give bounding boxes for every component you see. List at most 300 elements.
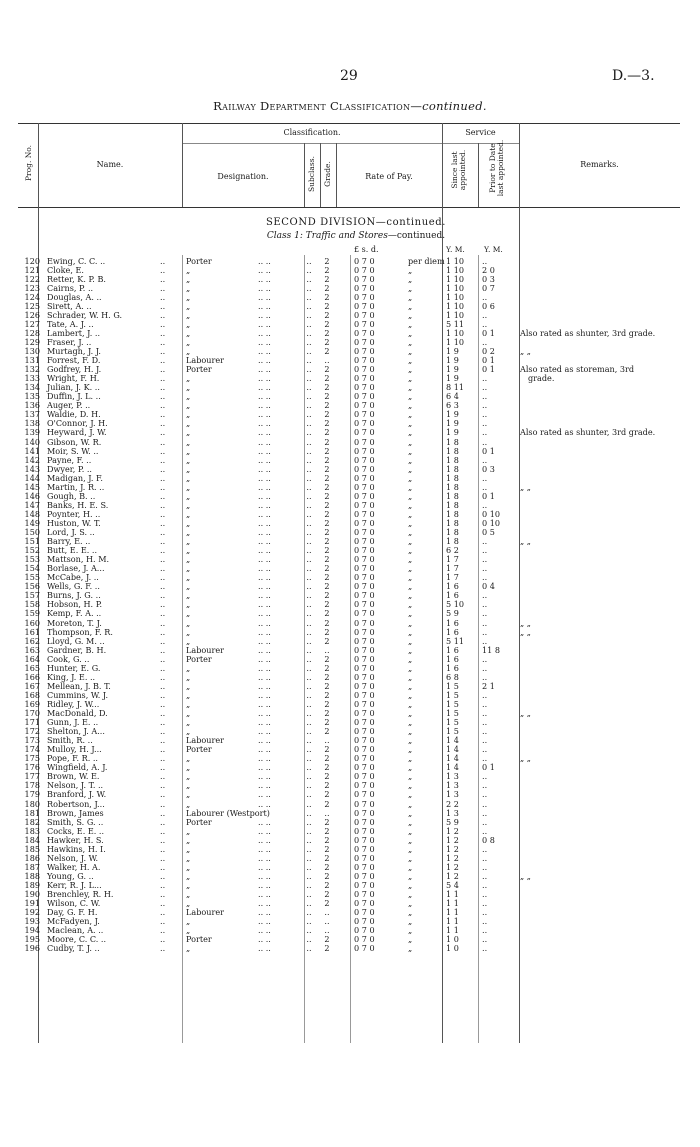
- prog-no-cell: 154: [24, 563, 40, 574]
- leader-dots: ..: [160, 273, 166, 284]
- prior-to-date-cell: 0 10: [482, 517, 501, 528]
- prog-no-cell: 144: [24, 472, 40, 483]
- rate-of-pay-cell: 0 7 0: [354, 807, 375, 818]
- rate-of-pay-cell: 0 7 0: [354, 273, 375, 284]
- name-cell: Poynter, H. ..: [47, 508, 101, 519]
- rate-unit-cell: „: [408, 563, 413, 574]
- subclass-cell: ..: [306, 418, 312, 429]
- leader-dots: .. ..: [258, 789, 271, 800]
- leader-dots: .. ..: [258, 445, 271, 456]
- name-cell: Barry, E. ..: [47, 536, 91, 547]
- subclass-cell: ..: [306, 644, 312, 655]
- prior-to-date-cell: ..: [482, 318, 488, 329]
- rate-of-pay-cell: 0 7 0: [354, 816, 375, 827]
- prior-to-date-cell: ..: [482, 572, 488, 583]
- grade-cell: 2: [324, 563, 330, 574]
- prior-to-date-cell: ..: [482, 454, 488, 465]
- subclass-cell: ..: [306, 689, 312, 700]
- designation-cell: „: [186, 327, 191, 338]
- leader-dots: .. ..: [258, 717, 271, 728]
- table-row: [0, 582, 700, 591]
- leader-dots: ..: [160, 599, 166, 610]
- grade-cell: 2: [324, 545, 330, 556]
- name-cell: Sirett, A. ..: [47, 300, 92, 311]
- name-cell: Hunter, E. G.: [47, 662, 101, 673]
- subclass-cell: ..: [306, 943, 312, 954]
- rate-of-pay-cell: 0 7 0: [354, 635, 375, 646]
- rate-of-pay-cell: 0 7 0: [354, 698, 375, 709]
- leader-dots: ..: [160, 798, 166, 809]
- since-last-cell: 1 7: [446, 554, 459, 565]
- leader-dots: ..: [160, 608, 166, 619]
- subclass-cell: ..: [306, 282, 312, 293]
- prog-no-cell: 180: [24, 798, 40, 809]
- leader-dots: .. ..: [258, 318, 271, 329]
- grade-cell: 2: [324, 708, 330, 718]
- designation-cell: „: [186, 599, 191, 610]
- rate-of-pay-cell: 0 7 0: [354, 608, 375, 619]
- leader-dots: ..: [160, 572, 166, 583]
- rate-of-pay-cell: 0 7 0: [354, 789, 375, 800]
- name-cell: Cook, G. ..: [47, 653, 90, 664]
- rate-of-pay-cell: 0 7 0: [354, 870, 375, 881]
- designation-cell: „: [186, 925, 191, 936]
- prog-no-cell: 152: [24, 545, 40, 556]
- table-row: [0, 383, 700, 392]
- leader-dots: .. ..: [258, 336, 271, 347]
- rate-of-pay-cell: 0 7 0: [354, 373, 375, 384]
- designation-cell: „: [186, 418, 191, 429]
- since-last-cell: 1 5: [446, 689, 459, 700]
- since-last-cell: 1 0: [446, 943, 459, 954]
- grade-cell: 2: [324, 508, 330, 519]
- grade-cell: 2: [324, 382, 330, 393]
- subclass-cell: ..: [306, 364, 312, 375]
- leader-dots: .. ..: [258, 689, 271, 700]
- rate-of-pay-cell: 0 7 0: [354, 898, 375, 909]
- prior-units: Y. M.: [484, 245, 503, 254]
- grade-cell: 2: [324, 834, 330, 845]
- leader-dots: .. ..: [258, 879, 271, 890]
- leader-dots: ..: [160, 264, 166, 275]
- name-cell: Cocks, E. E. ..: [47, 825, 105, 836]
- leader-dots: .. ..: [258, 816, 271, 827]
- name-cell: Retter, K. P. B.: [47, 273, 106, 284]
- leader-dots: .. ..: [258, 536, 271, 547]
- designation-cell: „: [186, 300, 191, 311]
- grade-cell: 2: [324, 662, 330, 673]
- prior-to-date-cell: ..: [482, 698, 488, 709]
- rate-of-pay-cell: 0 7 0: [354, 771, 375, 782]
- designation-cell: „: [186, 472, 191, 483]
- prog-no-cell: 155: [24, 572, 40, 583]
- grade-cell: 2: [324, 527, 330, 537]
- name-cell: Ridley, J. W...: [47, 698, 100, 709]
- designation-cell: „: [186, 879, 191, 890]
- leader-dots: .. ..: [258, 698, 271, 709]
- prog-no-cell: 181: [24, 807, 40, 818]
- leader-dots: ..: [160, 517, 166, 528]
- name-cell: Borlase, J. A...: [47, 563, 105, 574]
- prog-no-cell: 156: [24, 581, 40, 592]
- rate-unit-cell: „: [408, 744, 413, 755]
- leader-dots: .. ..: [258, 282, 271, 293]
- leader-dots: ..: [160, 327, 166, 338]
- rate-of-pay-cell: 0 7 0: [354, 364, 375, 375]
- header-subclass: Subclass.: [307, 156, 316, 192]
- rate-of-pay-cell: 0 7 0: [354, 309, 375, 320]
- since-last-cell: 1 8: [446, 445, 459, 456]
- prog-no-cell: 138: [24, 418, 40, 429]
- prior-to-date-cell: 0 8: [482, 834, 495, 845]
- subclass-cell: ..: [306, 771, 312, 782]
- grade-cell: 2: [324, 463, 330, 474]
- subclass-cell: ..: [306, 427, 312, 438]
- rate-of-pay-cell: 0 7 0: [354, 391, 375, 402]
- rate-unit-cell: „: [408, 780, 413, 791]
- rate-unit-cell: „: [408, 346, 413, 356]
- subclass-cell: ..: [306, 816, 312, 827]
- since-last-cell: 1 10: [446, 291, 465, 302]
- table-row: [0, 718, 700, 727]
- prog-no-cell: 176: [24, 762, 40, 773]
- subclass-cell: ..: [306, 264, 312, 275]
- since-last-cell: 1 10: [446, 273, 465, 284]
- grade-cell: 2: [324, 581, 330, 592]
- prior-to-date-cell: ..: [482, 879, 488, 890]
- prior-to-date-cell: ..: [482, 255, 488, 266]
- grade-cell: 2: [324, 327, 330, 338]
- leader-dots: ..: [160, 762, 166, 773]
- since-last-cell: 1 9: [446, 373, 459, 384]
- class-prefix: Class 1:: [266, 231, 306, 241]
- leader-dots: .. ..: [258, 454, 271, 465]
- subclass-cell: ..: [306, 780, 312, 791]
- subclass-cell: ..: [306, 626, 312, 637]
- designation-cell: „: [186, 852, 191, 863]
- table-row: [0, 863, 700, 872]
- leader-dots: ..: [160, 418, 166, 429]
- name-cell: Moir, S. W. ..: [47, 445, 99, 456]
- prog-no-cell: 123: [24, 282, 40, 293]
- leader-dots: ..: [160, 870, 166, 881]
- rate-unit-cell: „: [408, 825, 413, 836]
- table-row: [0, 917, 700, 926]
- leader-dots: ..: [160, 554, 166, 565]
- prog-no-cell: 186: [24, 852, 40, 863]
- designation-cell: „: [186, 889, 191, 899]
- subclass-cell: ..: [306, 300, 312, 311]
- designation-cell: „: [186, 517, 191, 528]
- prog-no-cell: 148: [24, 508, 40, 519]
- subclass-cell: ..: [306, 834, 312, 845]
- rate-of-pay-cell: 0 7 0: [354, 680, 375, 691]
- prog-no-cell: 133: [24, 373, 40, 384]
- leader-dots: .. ..: [258, 572, 271, 583]
- since-last-cell: 1 3: [446, 780, 459, 791]
- rate-of-pay-cell: 0 7 0: [354, 463, 375, 474]
- prior-to-date-cell: 0 6: [482, 300, 495, 311]
- grade-cell: 2: [324, 409, 330, 420]
- designation-cell: „: [186, 898, 191, 909]
- table-row: [0, 800, 700, 809]
- rate-unit-cell: „: [408, 454, 413, 465]
- leader-dots: .. ..: [258, 934, 271, 945]
- name-cell: Brown, W. E.: [47, 771, 100, 782]
- since-last-cell: 5 11: [446, 318, 465, 329]
- leader-dots: .. ..: [258, 255, 271, 266]
- leader-dots: ..: [160, 889, 166, 899]
- rate-of-pay-cell: 0 7 0: [354, 925, 375, 936]
- rate-unit-cell: „: [408, 427, 413, 438]
- name-cell: Waldie, D. H.: [47, 409, 101, 420]
- subclass-cell: ..: [306, 445, 312, 456]
- name-cell: Schrader, W. H. G.: [47, 309, 123, 320]
- subclass-cell: ..: [306, 336, 312, 347]
- rate-unit-cell: „: [408, 327, 413, 338]
- leader-dots: ..: [160, 382, 166, 393]
- grade-cell: 2: [324, 427, 330, 438]
- prog-no-cell: 125: [24, 300, 40, 311]
- leader-dots: ..: [160, 753, 166, 764]
- grade-cell: 2: [324, 626, 330, 637]
- table-row: [0, 646, 700, 655]
- subclass-cell: ..: [306, 925, 312, 936]
- prog-no-cell: 122: [24, 273, 40, 284]
- rate-unit-cell: „: [408, 717, 413, 728]
- designation-cell: Labourer: [186, 355, 224, 366]
- leader-dots: .. ..: [258, 273, 271, 284]
- grade-cell: ..: [324, 644, 330, 655]
- leader-dots: ..: [160, 300, 166, 311]
- designation-cell: „: [186, 490, 191, 501]
- prior-to-date-cell: ..: [482, 753, 488, 764]
- prog-no-cell: 165: [24, 662, 40, 673]
- prog-no-cell: 146: [24, 490, 40, 501]
- name-cell: Wingfield, A. J.: [47, 762, 108, 773]
- name-cell: Cudby, T. J. ..: [47, 943, 100, 954]
- rate-of-pay-cell: 0 7 0: [354, 861, 375, 872]
- grade-cell: 2: [324, 744, 330, 755]
- rate-unit-cell: „: [408, 545, 413, 556]
- designation-cell: „: [186, 373, 191, 384]
- table-row: [0, 564, 700, 573]
- leader-dots: ..: [160, 843, 166, 854]
- subclass-cell: ..: [306, 436, 312, 447]
- prog-no-cell: 188: [24, 870, 40, 881]
- prog-no-cell: 178: [24, 780, 40, 791]
- header-rate-of-pay: Rate of Pay.: [365, 172, 413, 181]
- designation-cell: Labourer: [186, 907, 224, 918]
- designation-cell: „: [186, 436, 191, 447]
- prog-no-cell: 177: [24, 771, 40, 782]
- prior-to-date-cell: ..: [482, 717, 488, 728]
- leader-dots: ..: [160, 825, 166, 836]
- prog-no-cell: 162: [24, 635, 40, 646]
- leader-dots: .. ..: [258, 907, 271, 918]
- rate-of-pay-cell: 0 7 0: [354, 355, 375, 366]
- name-cell: Young, G. ..: [47, 870, 94, 881]
- name-cell: Brown, James: [47, 807, 104, 818]
- prog-no-cell: 167: [24, 680, 40, 691]
- table-row: [0, 392, 700, 401]
- prior-to-date-cell: ..: [482, 825, 488, 836]
- leader-dots: ..: [160, 527, 166, 537]
- leader-dots: ..: [160, 626, 166, 637]
- prog-no-cell: 183: [24, 825, 40, 836]
- subclass-cell: ..: [306, 635, 312, 646]
- name-cell: Tate, A. J. ..: [47, 318, 94, 329]
- rate-unit-cell: „: [408, 608, 413, 619]
- grade-cell: 2: [324, 499, 330, 510]
- grade-cell: 2: [324, 436, 330, 447]
- subclass-cell: ..: [306, 934, 312, 945]
- grade-cell: 2: [324, 608, 330, 619]
- leader-dots: ..: [160, 698, 166, 709]
- leader-dots: .. ..: [258, 346, 271, 356]
- subclass-cell: ..: [306, 554, 312, 565]
- designation-cell: „: [186, 671, 191, 682]
- rate-of-pay-cell: 0 7 0: [354, 590, 375, 601]
- header-designation: Designation.: [217, 172, 269, 181]
- rate-of-pay-cell: 0 7 0: [354, 889, 375, 899]
- prior-to-date-cell: 0 10: [482, 508, 501, 519]
- name-cell: Fraser, J. ..: [47, 336, 92, 347]
- since-last-cell: 1 3: [446, 807, 459, 818]
- grade-cell: 2: [324, 418, 330, 429]
- leader-dots: ..: [160, 336, 166, 347]
- since-last-cell: 1 8: [446, 490, 459, 501]
- prior-to-date-cell: ..: [482, 545, 488, 556]
- subclass-cell: ..: [306, 671, 312, 682]
- prior-to-date-cell: ..: [482, 653, 488, 664]
- prog-no-cell: 196: [24, 943, 40, 954]
- leader-dots: ..: [160, 816, 166, 827]
- col-rule: [320, 143, 321, 207]
- grade-cell: 2: [324, 861, 330, 872]
- since-last-cell: 1 5: [446, 726, 459, 737]
- table-row: [0, 311, 700, 320]
- prior-to-date-cell: ..: [482, 409, 488, 420]
- subclass-cell: ..: [306, 409, 312, 420]
- prog-no-cell: 127: [24, 318, 40, 329]
- since-last-cell: 5 10: [446, 599, 465, 610]
- designation-cell: „: [186, 698, 191, 709]
- remarks-cell: „ „: [520, 617, 531, 628]
- designation-cell: „: [186, 382, 191, 393]
- since-last-cell: 5 11: [446, 635, 465, 646]
- since-last-cell: 1 10: [446, 255, 465, 266]
- name-cell: Moreton, T. J.: [47, 617, 102, 628]
- grade-cell: 2: [324, 617, 330, 628]
- designation-cell: „: [186, 400, 191, 411]
- leader-dots: ..: [160, 680, 166, 691]
- grade-cell: 2: [324, 798, 330, 809]
- leader-dots: .. ..: [258, 825, 271, 836]
- name-cell: Mulloy, H. J...: [47, 744, 102, 755]
- since-last-cell: 1 2: [446, 825, 459, 836]
- subclass-cell: ..: [306, 472, 312, 483]
- table-row: [0, 655, 700, 664]
- name-cell: Gunn, J. E. ..: [47, 717, 99, 728]
- rate-of-pay-cell: 0 7 0: [354, 653, 375, 664]
- prog-no-cell: 190: [24, 889, 40, 899]
- prior-to-date-cell: ..: [482, 373, 488, 384]
- rate-unit-cell: „: [408, 273, 413, 284]
- rate-of-pay-cell: 0 7 0: [354, 717, 375, 728]
- grade-cell: 2: [324, 291, 330, 302]
- designation-cell: „: [186, 318, 191, 329]
- designation-cell: „: [186, 635, 191, 646]
- since-last-cell: 1 7: [446, 572, 459, 583]
- name-cell: Hawkins, H. I.: [47, 843, 106, 854]
- name-cell: King, J. E. ..: [47, 671, 96, 682]
- leader-dots: ..: [160, 617, 166, 628]
- prior-to-date-cell: ..: [482, 925, 488, 936]
- table-row: [0, 845, 700, 854]
- leader-dots: ..: [160, 717, 166, 728]
- rate-unit-cell: „: [408, 789, 413, 800]
- rate-unit-cell: „: [408, 879, 413, 890]
- leader-dots: .. ..: [258, 608, 271, 619]
- name-cell: O'Connor, J. H.: [47, 418, 108, 429]
- since-last-cell: 1 8: [446, 436, 459, 447]
- prog-no-cell: 189: [24, 879, 40, 890]
- rate-of-pay-cell: 0 7 0: [354, 499, 375, 510]
- prior-to-date-cell: ..: [482, 744, 488, 755]
- leader-dots: .. ..: [258, 744, 271, 755]
- rate-of-pay-cell: 0 7 0: [354, 445, 375, 456]
- prog-no-cell: 121: [24, 264, 40, 275]
- leader-dots: .. ..: [258, 481, 271, 492]
- rate-unit-cell: „: [408, 499, 413, 510]
- since-last-cell: 1 6: [446, 581, 459, 592]
- designation-cell: „: [186, 680, 191, 691]
- leader-dots: .. ..: [258, 870, 271, 881]
- prior-to-date-cell: ..: [482, 536, 488, 547]
- name-cell: Lambert, J. ..: [47, 327, 101, 338]
- grade-cell: 2: [324, 870, 330, 881]
- designation-cell: „: [186, 590, 191, 601]
- since-last-cell: 1 3: [446, 789, 459, 800]
- prog-no-cell: 131: [24, 355, 40, 366]
- since-last-cell: 1 9: [446, 409, 459, 420]
- leader-dots: .. ..: [258, 762, 271, 773]
- leader-dots: .. ..: [258, 680, 271, 691]
- rate-of-pay-cell: 0 7 0: [354, 427, 375, 438]
- rate-unit-cell: „: [408, 463, 413, 474]
- prior-to-date-cell: ..: [482, 599, 488, 610]
- prior-to-date-cell: 0 1: [482, 490, 495, 501]
- designation-cell: „: [186, 717, 191, 728]
- classification-rule: [182, 143, 442, 144]
- prog-no-cell: 141: [24, 445, 40, 456]
- grade-cell: 2: [324, 762, 330, 773]
- rate-of-pay-cell: 0 7 0: [354, 472, 375, 483]
- designation-cell: „: [186, 463, 191, 474]
- name-cell: Cairns, P. ..: [47, 282, 94, 293]
- table-row: [0, 628, 700, 637]
- prog-no-cell: 171: [24, 717, 40, 728]
- since-last-cell: 1 10: [446, 264, 465, 275]
- leader-dots: ..: [160, 545, 166, 556]
- table-row: [0, 510, 700, 519]
- prior-to-date-cell: 0 1: [482, 445, 495, 456]
- leader-dots: ..: [160, 481, 166, 492]
- rate-of-pay-cell: 0 7 0: [354, 798, 375, 809]
- rate-of-pay-cell: 0 7 0: [354, 599, 375, 610]
- rate-unit-cell: „: [408, 517, 413, 528]
